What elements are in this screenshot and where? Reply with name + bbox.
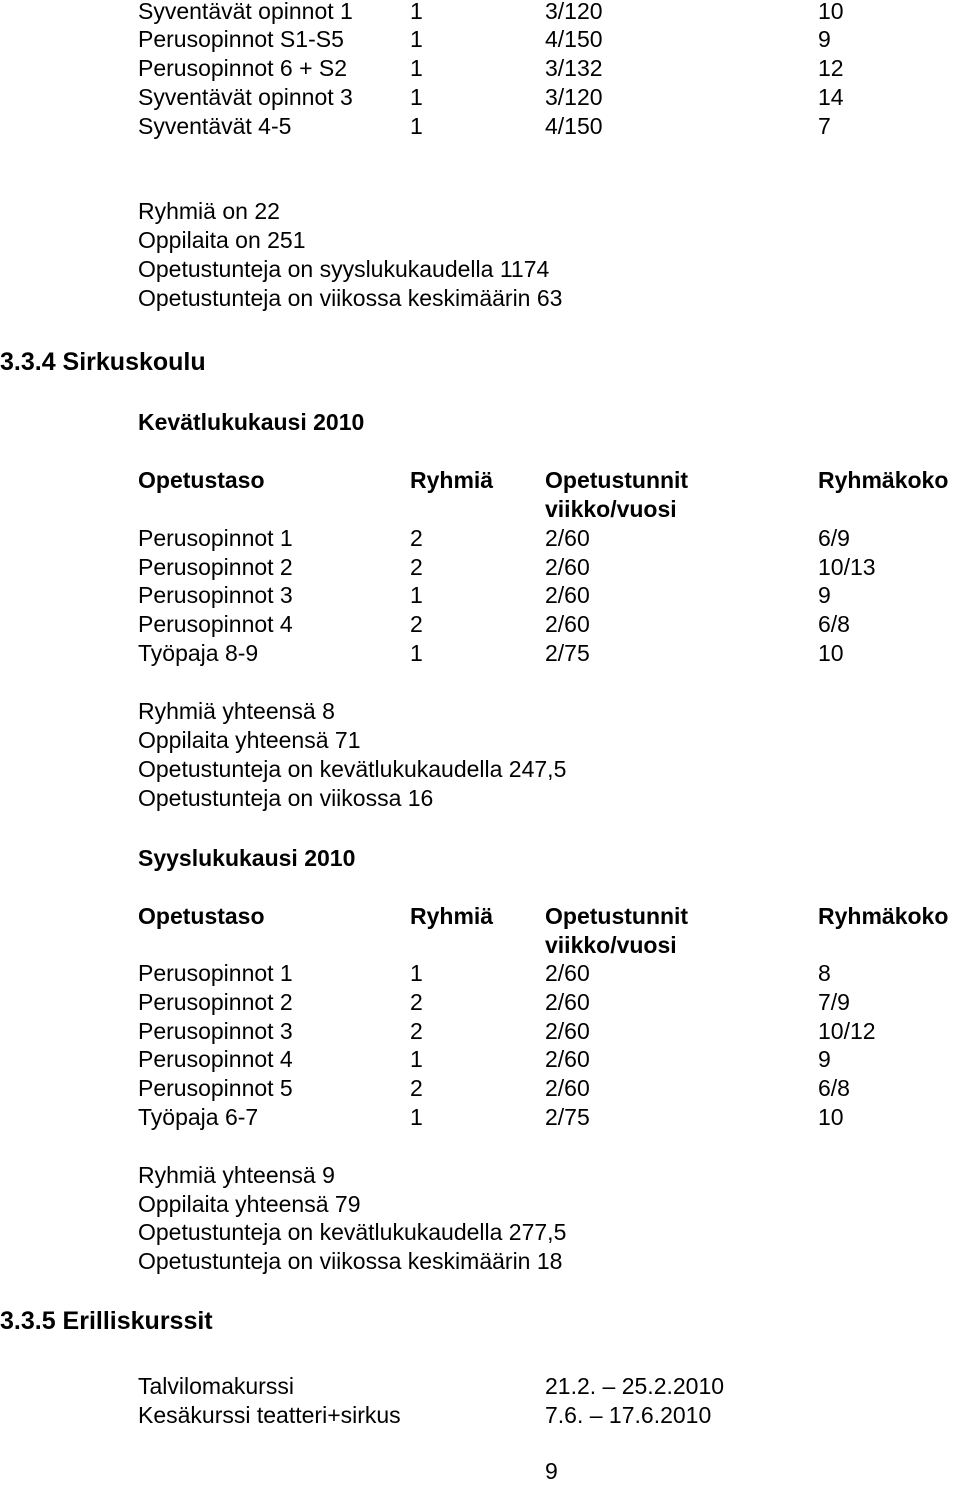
summary-line: Ryhmiä on 22 [138,198,280,224]
table-header-sub [0,931,960,959]
summary-line: Opetustunteja on viikossa keskimäärin 18 [138,1248,563,1274]
header-size: Ryhmäkoko [818,467,949,493]
cell-level: Syventävät opinnot 1 [138,0,353,24]
table-row [0,112,960,140]
cell-hours: 3/120 [545,0,603,24]
page-number: 9 [545,1458,558,1484]
table-row [0,639,960,667]
summary-line: Opetustunteja on viikossa keskimäärin 63 [138,285,563,311]
summary-line: Opetustunteja on viikossa 16 [138,785,434,811]
table-row [0,83,960,111]
cell-level: Perusopinnot 3 [138,582,293,608]
cell-groups: 1 [410,582,423,608]
cell-groups: 2 [410,989,423,1015]
cell-hours: 2/60 [545,611,590,637]
cell-size: 6/8 [818,1075,850,1101]
table-row [0,524,960,552]
cell-groups: 1 [410,113,423,139]
cell-hours: 2/60 [545,1018,590,1044]
cell-size: 10 [818,0,844,24]
cell-level: Perusopinnot 2 [138,554,293,580]
cell-hours: 2/75 [545,640,590,666]
cell-level: Työpaja 8-9 [138,640,259,666]
cell-groups: 1 [410,84,423,110]
cell-hours: 2/60 [545,525,590,551]
header-level: Opetustaso [138,467,265,493]
cell-groups: 2 [410,1018,423,1044]
header-groups: Ryhmiä [410,903,494,929]
section-heading-sirkuskoulu: 3.3.4 Sirkuskoulu [0,348,206,376]
table-row [0,1045,960,1073]
table-row [0,1103,960,1131]
header-hours: Opetustunnit [545,467,689,493]
cell-groups: 2 [410,554,423,580]
cell-size: 9 [818,26,831,52]
cell-size: 14 [818,84,844,110]
cell-level: Perusopinnot 3 [138,1018,293,1044]
cell-groups: 1 [410,0,423,24]
table-row [0,553,960,581]
cell-groups: 1 [410,640,423,666]
cell-hours: 2/60 [545,1046,590,1072]
header-size: Ryhmäkoko [818,903,949,929]
course-dates: 7.6. – 17.6.2010 [545,1402,712,1428]
table-row [0,581,960,609]
course-row [0,1401,960,1429]
header-level: Opetustaso [138,903,265,929]
cell-level: Perusopinnot 2 [138,989,293,1015]
cell-level: Perusopinnot 6 + S2 [138,55,348,81]
cell-size: 9 [818,582,831,608]
cell-hours: 4/150 [545,113,603,139]
summary-line: Ryhmiä yhteensä 9 [138,1162,335,1188]
spring-title: Kevätlukukausi 2010 [138,409,365,435]
header-hours-sub: viikko/vuosi [545,496,677,522]
cell-level: Perusopinnot 4 [138,611,293,637]
cell-level: Syventävät 4-5 [138,113,292,139]
course-row [0,1372,960,1400]
cell-hours: 2/60 [545,989,590,1015]
table-row [0,610,960,638]
summary-line: Ryhmiä yhteensä 8 [138,698,335,724]
cell-size: 10/12 [818,1018,876,1044]
table-row [0,959,960,987]
table-header-sub [0,495,960,523]
cell-size: 8 [818,960,831,986]
cell-groups: 2 [410,611,423,637]
table-row [0,988,960,1016]
cell-hours: 2/75 [545,1104,590,1130]
course-dates: 21.2. – 25.2.2010 [545,1373,725,1399]
cell-level: Perusopinnot 5 [138,1075,293,1101]
cell-level: Perusopinnot 4 [138,1046,293,1072]
header-groups: Ryhmiä [410,467,494,493]
cell-size: 10 [818,640,844,666]
table-row [0,54,960,82]
summary-line: Opetustunteja on kevätlukukaudella 277,5 [138,1219,567,1245]
cell-size: 7/9 [818,989,850,1015]
cell-size: 10 [818,1104,844,1130]
cell-level: Syventävät opinnot 3 [138,84,353,110]
cell-level: Perusopinnot S1-S5 [138,26,344,52]
cell-level: Työpaja 6-7 [138,1104,259,1130]
cell-groups: 1 [410,1046,423,1072]
cell-groups: 1 [410,960,423,986]
table-row [0,1017,960,1045]
cell-size: 12 [818,55,844,81]
summary-line: Opetustunteja on kevätlukukaudella 247,5 [138,756,567,782]
summary-line: Oppilaita yhteensä 79 [138,1191,361,1217]
cell-hours: 2/60 [545,554,590,580]
cell-groups: 1 [410,55,423,81]
course-name: Kesäkurssi teatteri+sirkus [138,1402,401,1428]
cell-hours: 2/60 [545,960,590,986]
cell-hours: 3/132 [545,55,603,81]
table-row [0,1074,960,1102]
cell-size: 6/8 [818,611,850,637]
cell-size: 6/9 [818,525,850,551]
cell-hours: 2/60 [545,1075,590,1101]
cell-level: Perusopinnot 1 [138,525,293,551]
summary-line: Opetustunteja on syyslukukaudella 1174 [138,256,550,282]
cell-size: 7 [818,113,831,139]
cell-groups: 2 [410,525,423,551]
table-header [0,466,960,494]
course-name: Talvilomakurssi [138,1373,294,1399]
table-row [0,0,960,25]
cell-groups: 1 [410,26,423,52]
cell-level: Perusopinnot 1 [138,960,293,986]
summary-line: Oppilaita on 251 [138,227,306,253]
section-heading-erilliskurssit: 3.3.5 Erilliskurssit [0,1307,213,1335]
header-hours: Opetustunnit [545,903,689,929]
cell-hours: 3/120 [545,84,603,110]
table-row [0,25,960,53]
summary-line: Oppilaita yhteensä 71 [138,727,361,753]
cell-groups: 2 [410,1075,423,1101]
cell-hours: 4/150 [545,26,603,52]
table-header [0,902,960,930]
autumn-title: Syyslukukausi 2010 [138,845,356,871]
cell-size: 10/13 [818,554,876,580]
cell-size: 9 [818,1046,831,1072]
header-hours-sub: viikko/vuosi [545,932,677,958]
cell-groups: 1 [410,1104,423,1130]
cell-hours: 2/60 [545,582,590,608]
